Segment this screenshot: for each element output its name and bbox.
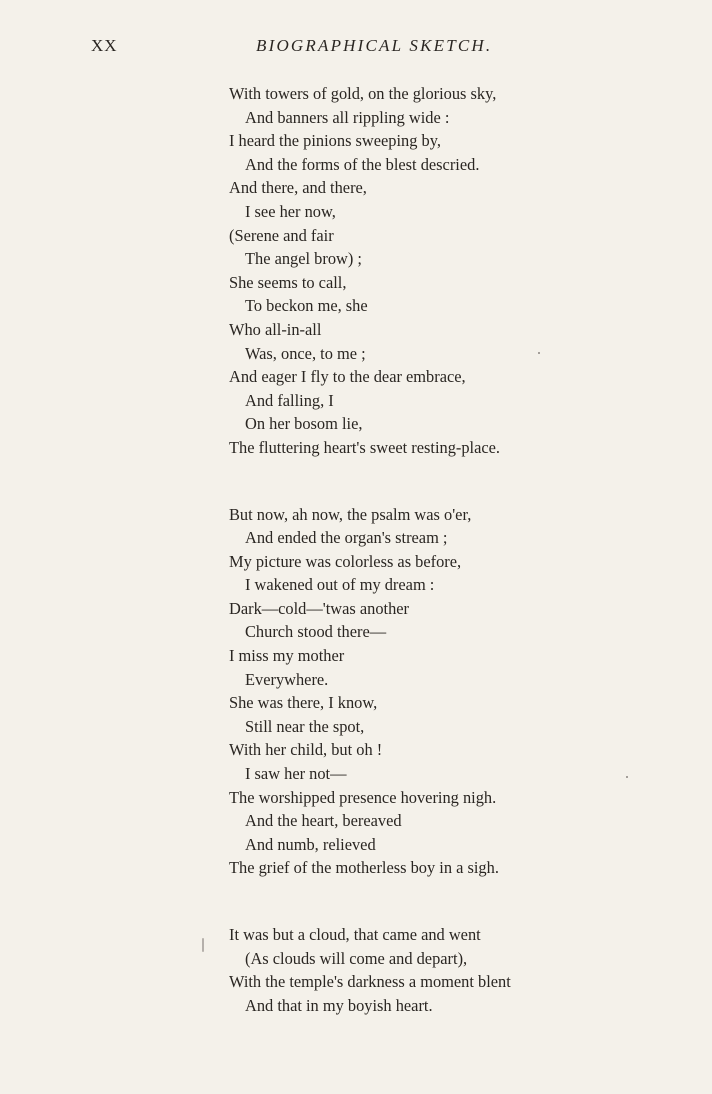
poem-line: And eager I fly to the dear embrace, bbox=[229, 367, 466, 387]
poem-line: The angel brow) ; bbox=[245, 249, 362, 269]
poem-line: Everywhere. bbox=[245, 669, 329, 689]
poem-line: It was but a cloud, that came and went bbox=[229, 925, 481, 944]
poem-line: (As clouds will come and depart), bbox=[245, 948, 468, 968]
stanza-gap bbox=[229, 880, 669, 923]
poem-line: With towers of gold, on the glorious sky, bbox=[229, 84, 497, 103]
poem-line: Was, once, to me ; bbox=[245, 343, 366, 363]
poem-line: She was there, I know, bbox=[229, 693, 378, 713]
poem-line: On her bosom lie, bbox=[245, 414, 363, 434]
poem-line: I saw her not— bbox=[245, 764, 347, 784]
poem-line: I miss my mother bbox=[229, 646, 345, 666]
poem-line: Dark—cold—'twas another bbox=[229, 598, 410, 618]
stanza-gap bbox=[229, 460, 669, 503]
poem-line: And numb, relieved bbox=[245, 834, 376, 854]
poem-body bbox=[229, 82, 669, 1017]
stanza bbox=[229, 923, 669, 1017]
poem-line: Who all-in-all bbox=[229, 319, 322, 339]
poem-line: And that in my boyish heart. bbox=[245, 995, 433, 1015]
stanza bbox=[229, 82, 669, 460]
running-head: BIOGRAPHICAL SKETCH. bbox=[256, 36, 493, 55]
poem-line: I see her now, bbox=[245, 201, 336, 221]
poem-line: I wakened out of my dream : bbox=[245, 575, 435, 595]
poem-line: And there, and there, bbox=[229, 178, 367, 198]
poem-line: But now, ah now, the psalm was o'er, bbox=[229, 504, 472, 524]
poem-line: And the forms of the blest descried. bbox=[245, 154, 480, 174]
poem-line: And banners all rippling wide : bbox=[245, 107, 450, 127]
poem-line: My picture was colorless as before, bbox=[229, 551, 462, 571]
print-speck bbox=[626, 776, 628, 778]
poem-line: To beckon me, she bbox=[245, 296, 368, 316]
poem-line: With the temple's darkness a moment blent bbox=[229, 972, 511, 992]
poem-line: And the heart, bereaved bbox=[245, 811, 402, 831]
poem-line: (Serene and fair bbox=[229, 225, 334, 245]
page-number: XX bbox=[91, 36, 118, 55]
poem-line: With her child, but oh ! bbox=[229, 740, 383, 760]
poem-line: And falling, I bbox=[245, 390, 334, 410]
poem-line: Still near the spot, bbox=[245, 716, 365, 736]
poem-line: The fluttering heart's sweet resting-place. bbox=[229, 437, 501, 457]
print-speck bbox=[538, 352, 540, 354]
poem-line: The grief of the motherless boy in a sigh. bbox=[229, 858, 499, 878]
poem-line: Church stood there— bbox=[245, 622, 387, 642]
print-speck bbox=[202, 938, 204, 952]
poem-line: I heard the pinions sweeping by, bbox=[229, 131, 441, 151]
stanza bbox=[229, 503, 669, 881]
poem-line: And ended the organ's stream ; bbox=[245, 528, 448, 548]
page-header bbox=[0, 36, 712, 60]
poem-line: She seems to call, bbox=[229, 272, 347, 292]
poem-line: The worshipped presence hovering nigh. bbox=[229, 787, 497, 807]
